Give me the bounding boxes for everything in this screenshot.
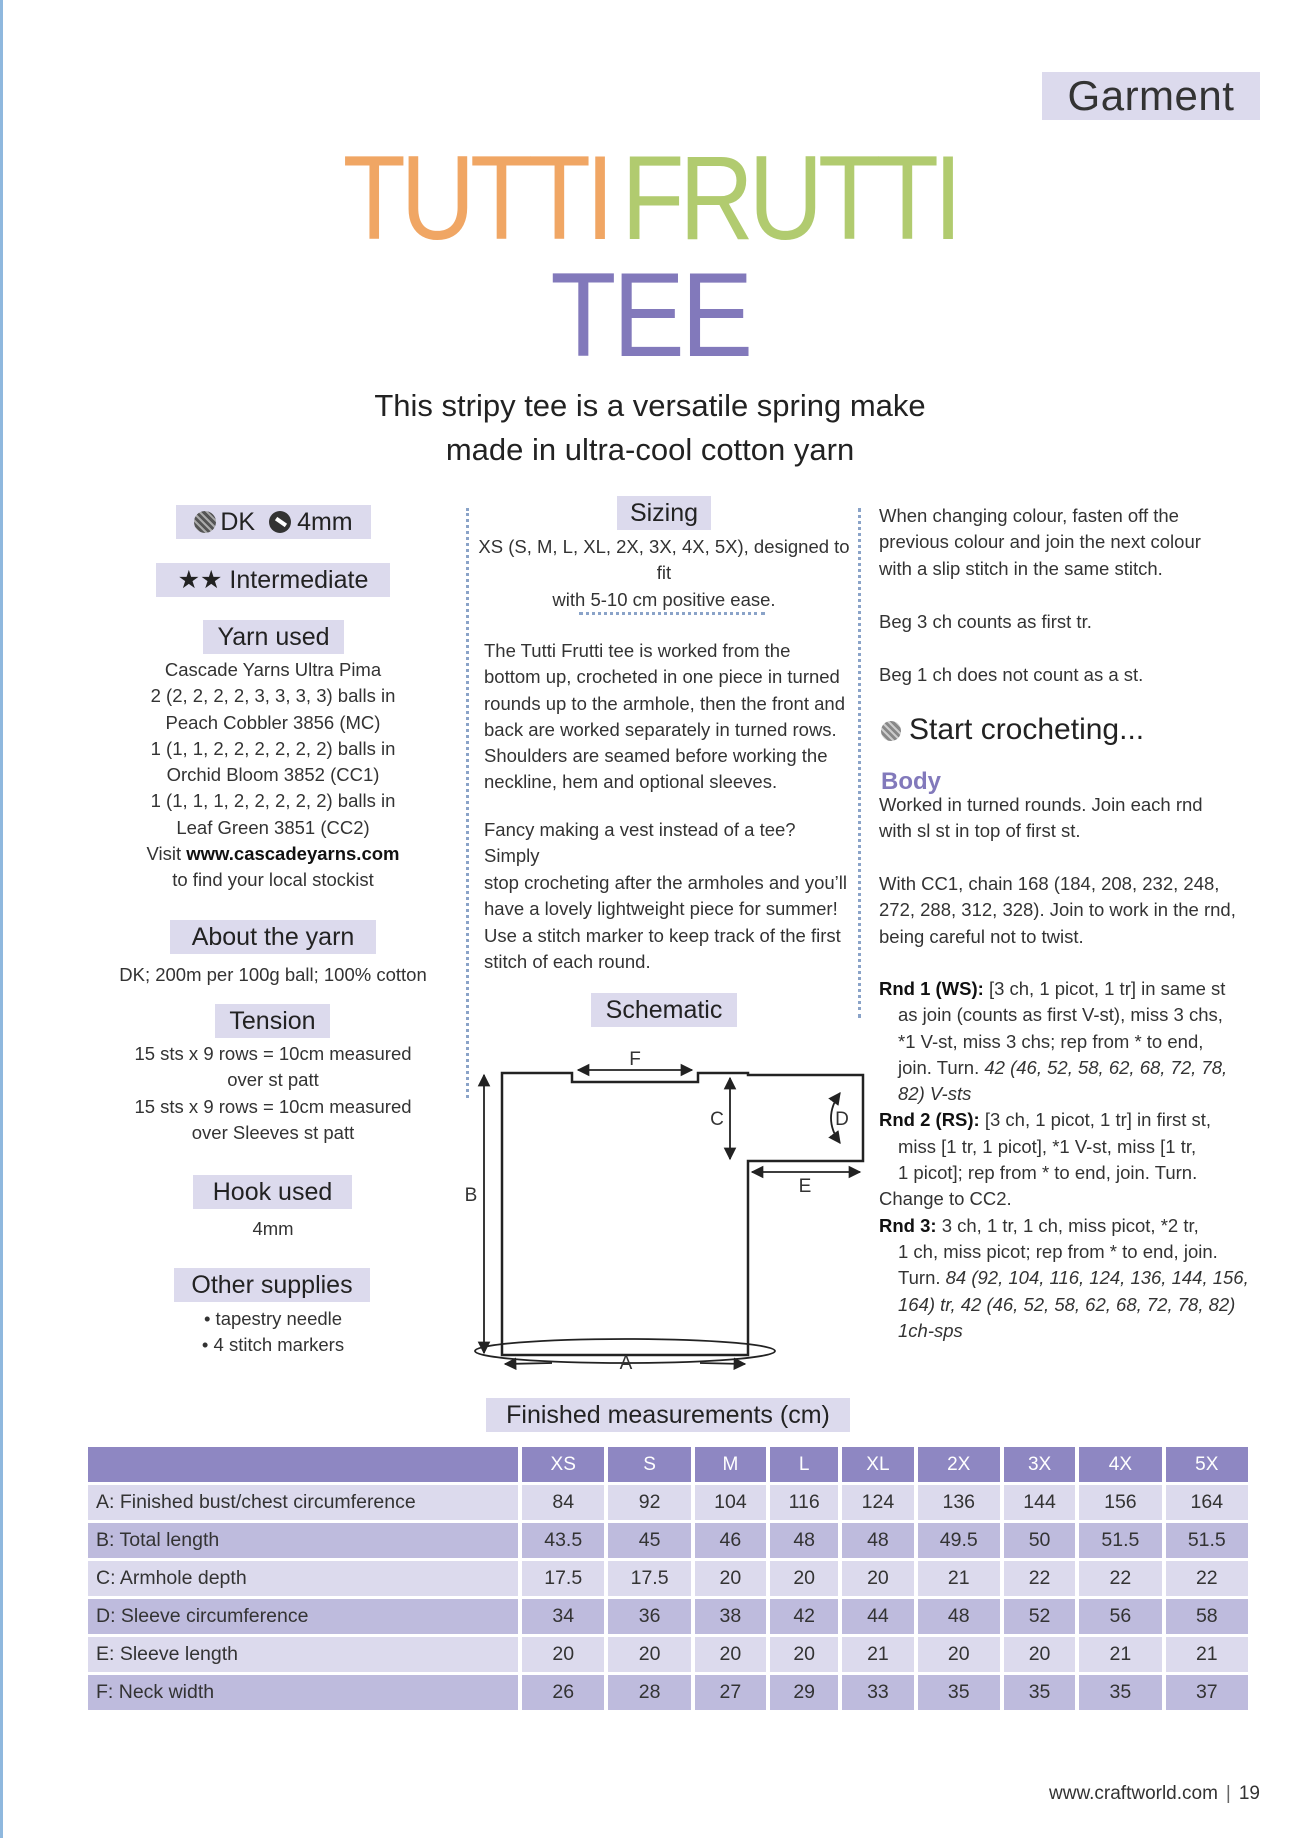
about-yarn-text: DK; 200m per 100g ball; 100% cotton	[119, 964, 427, 985]
yarn-used-text	[112, 657, 434, 894]
row-label: B: Total length	[88, 1523, 522, 1561]
row-label: A: Finished bust/chest circumference	[88, 1485, 522, 1523]
measurement-cell: 21	[1079, 1637, 1165, 1675]
label-e: E	[798, 1176, 812, 1197]
label-c: C	[710, 1109, 724, 1130]
measurement-cell: 37	[1166, 1675, 1252, 1713]
measurement-cell: 27	[695, 1675, 770, 1713]
measurement-cell: 33	[842, 1675, 917, 1713]
page-number: 19	[1238, 1783, 1260, 1804]
measurement-cell: 49.5	[918, 1523, 1004, 1561]
footer-url[interactable]: www.craftworld.com	[1049, 1783, 1218, 1804]
measure-arrow-a	[505, 1363, 552, 1364]
page-footer	[1049, 1783, 1260, 1805]
title-word-frutti: FRUTTI	[621, 131, 958, 265]
label-d: D	[835, 1109, 849, 1130]
text-line: When changing colour, fasten off the	[879, 505, 1179, 526]
other-supplies-list	[112, 1306, 434, 1359]
text-line: The Tutti Frutti tee is worked from the	[484, 640, 791, 661]
measurement-cell: 20	[770, 1561, 842, 1599]
yarn-line: 1 (1, 1, 2, 2, 2, 2, 2, 2) balls in	[150, 737, 396, 759]
sizing-line: with 5-10 cm positive ease.	[552, 588, 776, 610]
measurement-cell: 43.5	[522, 1523, 608, 1561]
sizing-text	[474, 534, 854, 613]
measurement-cell: 45	[608, 1523, 694, 1561]
table-row	[88, 1561, 1252, 1599]
measurement-cell: 51.5	[1079, 1523, 1165, 1561]
measurement-cell: 21	[1166, 1637, 1252, 1675]
measurement-cell: 44	[842, 1599, 917, 1637]
sizing-heading: Sizing	[617, 496, 711, 530]
measurement-cell: 26	[522, 1675, 608, 1713]
table-row	[88, 1599, 1252, 1637]
stitch-count: 42 (46, 52, 58, 62, 68, 72, 78,	[984, 1056, 1228, 1078]
yarn-ball-icon	[881, 721, 901, 741]
size-header: 2X	[918, 1447, 1004, 1485]
tension-heading: Tension	[215, 1004, 330, 1038]
measurement-cell: 36	[608, 1599, 694, 1637]
table-row	[88, 1485, 1252, 1523]
text-line: rounds up to the armhole, then the front and	[484, 692, 845, 714]
tension-line: 15 sts x 9 rows = 10cm measured	[134, 1043, 412, 1064]
measurement-cell: 21	[918, 1561, 1004, 1599]
supply-item: • tapestry needle	[203, 1308, 343, 1329]
size-header: M	[695, 1447, 770, 1485]
table-row	[88, 1675, 1252, 1713]
round-2	[879, 1107, 1259, 1186]
size-header: 4X	[1079, 1447, 1165, 1485]
yarn-line: Peach Cobbler 3856 (MC)	[165, 711, 381, 733]
measurement-cell: 56	[1079, 1599, 1165, 1637]
measurement-cell: 48	[770, 1523, 842, 1561]
yarn-line: Cascade Yarns Ultra Pima	[164, 659, 382, 680]
measurement-cell: 20	[608, 1637, 694, 1675]
size-header: XS	[522, 1447, 608, 1485]
row-label: D: Sleeve circumference	[88, 1599, 522, 1637]
measurement-cell: 17.5	[608, 1561, 694, 1599]
measurement-cell: 144	[1004, 1485, 1079, 1523]
other-supplies-heading: Other supplies	[174, 1268, 370, 1302]
size-header: L	[770, 1447, 842, 1485]
measurement-cell: 35	[918, 1675, 1004, 1713]
yarn-ball-icon	[194, 511, 216, 533]
intro-paragraph	[484, 638, 854, 796]
round-instructions	[879, 976, 1259, 1344]
sizing-line: XS (S, M, L, XL, 2X, 3X, 4X, 5X), designed to fit	[478, 536, 850, 584]
change-colour: Change to CC2.	[879, 1188, 1012, 1210]
skill-level-badge: ★★ Intermediate	[156, 563, 390, 597]
vest-paragraph	[484, 817, 854, 922]
text-line: Turn.	[898, 1267, 946, 1289]
measurement-cell: 22	[1004, 1561, 1079, 1599]
garment-outline	[502, 1073, 863, 1355]
column-divider	[466, 508, 469, 1098]
title-word-tutti: TUTTI	[342, 131, 610, 265]
measurement-cell: 84	[522, 1485, 608, 1523]
text-line: miss [1 tr, 1 picot], *1 V-st, miss [1 tr,	[898, 1135, 1197, 1157]
title-word-tee: TEE	[550, 248, 750, 382]
about-yarn-heading: About the yarn	[170, 920, 376, 954]
text-line: neckline, hem and optional sleeves.	[484, 771, 778, 793]
subtitle-line: This stripy tee is a versatile spring make	[374, 388, 926, 423]
round-1	[879, 976, 1259, 1107]
measurement-cell: 21	[842, 1637, 917, 1675]
measurement-cell: 20	[695, 1637, 770, 1675]
text-line: with sl st in top of first st.	[879, 820, 1081, 842]
start-heading-text: Start crocheting...	[909, 713, 1145, 746]
hook-used-heading: Hook used	[193, 1175, 352, 1209]
round-label: Rnd 3:	[879, 1214, 937, 1236]
measurement-cell: 52	[1004, 1599, 1079, 1637]
body-intro	[879, 792, 1259, 845]
measurement-cell: 17.5	[522, 1561, 608, 1599]
text-line: Fancy making a vest instead of a tee? Simply	[484, 819, 796, 867]
text-line: with a slip stitch in the same stitch.	[879, 557, 1163, 579]
yarn-weight: DK	[220, 508, 256, 536]
beg1-note: Beg 1 ch does not count as a st.	[879, 664, 1144, 685]
measurement-cell: 29	[770, 1675, 842, 1713]
round-3	[879, 1213, 1259, 1344]
section-tag: Garment	[1042, 72, 1260, 120]
supply-item: • 4 stitch markers	[201, 1334, 345, 1356]
measure-arrow-a	[700, 1363, 745, 1364]
table-row	[88, 1637, 1252, 1675]
yarn-line: Leaf Green 3851 (CC2)	[176, 816, 370, 838]
text-line: [3 ch, 1 picot, 1 tr] in first st,	[979, 1109, 1212, 1131]
schematic-diagram	[460, 1045, 870, 1370]
stitch-count: 164) tr, 42 (46, 52, 58, 62, 68, 72, 78, 82)	[898, 1293, 1236, 1315]
measurement-cell: 35	[1079, 1675, 1165, 1713]
start-crocheting-heading	[881, 710, 1144, 750]
measurement-cell: 34	[522, 1599, 608, 1637]
size-header: 3X	[1004, 1447, 1079, 1485]
stockist-text: to find your local stockist	[172, 869, 374, 891]
yarn-line: 2 (2, 2, 2, 2, 3, 3, 3, 3) balls in	[150, 685, 396, 707]
measurement-cell: 20	[695, 1561, 770, 1599]
measurement-cell: 22	[1079, 1561, 1165, 1599]
text-line: as join (counts as first V-st), miss 3 chs,	[898, 1004, 1223, 1026]
measurement-cell: 28	[608, 1675, 694, 1713]
measurement-cell: 116	[770, 1485, 842, 1523]
measurement-cell: 58	[1166, 1599, 1252, 1637]
text-line: 3 ch, 1 tr, 1 ch, miss picot, *2 tr,	[936, 1214, 1199, 1236]
measurement-cell: 20	[522, 1637, 608, 1675]
size-header: 5X	[1166, 1447, 1252, 1485]
hook-used-text: 4mm	[252, 1218, 294, 1239]
text-line: Worked in turned rounds. Join each rnd	[879, 794, 1203, 815]
schematic-heading: Schematic	[591, 993, 737, 1027]
measurement-cell: 20	[842, 1561, 917, 1599]
measurement-cell: 35	[1004, 1675, 1079, 1713]
text-line: With CC1, chain 168 (184, 208, 232, 248,	[879, 873, 1220, 894]
label-f: F	[629, 1049, 641, 1070]
text-line: 272, 288, 312, 328). Join to work in the rnd,	[879, 899, 1236, 921]
text-line: Use a stitch marker to keep track of the first	[484, 925, 841, 946]
hook-icon	[269, 511, 291, 533]
tension-line: 15 sts x 9 rows = 10cm measured	[134, 1095, 412, 1117]
table-header-cell	[88, 1447, 522, 1485]
tension-line: over st patt	[227, 1069, 319, 1091]
measurement-cell: 42	[770, 1599, 842, 1637]
measurement-cell: 48	[842, 1523, 917, 1561]
measurements-heading: Finished measurements (cm)	[486, 1398, 850, 1432]
stitch-count: 82) V-sts	[898, 1083, 972, 1105]
measurement-cell: 48	[918, 1599, 1004, 1637]
measurement-cell: 20	[770, 1637, 842, 1675]
measurement-cell: 20	[918, 1637, 1004, 1675]
yarn-line: 1 (1, 1, 1, 2, 2, 2, 2, 2) balls in	[150, 790, 396, 812]
text-line: 1 picot]; rep from * to end, join. Turn.	[898, 1162, 1198, 1184]
measurement-cell: 104	[695, 1485, 770, 1523]
measurement-cell: 92	[608, 1485, 694, 1523]
label-b: B	[464, 1185, 478, 1206]
text-line: back are worked separately in turned rows.	[484, 718, 837, 740]
table-header-row	[88, 1447, 1252, 1485]
round-label: Rnd 2 (RS):	[879, 1109, 980, 1131]
row-label: C: Armhole depth	[88, 1561, 522, 1599]
text-line: being careful not to twist.	[879, 925, 1084, 947]
stitch-count: 84 (92, 104, 116, 124, 136, 144, 156,	[945, 1267, 1249, 1289]
yarn-line: Orchid Bloom 3852 (CC1)	[166, 764, 380, 786]
row-label: F: Neck width	[88, 1675, 522, 1713]
text-line: have a lovely lightweight piece for summer!	[484, 897, 838, 919]
tension-text	[112, 1041, 434, 1146]
page-title	[91, 132, 1209, 264]
text-line: [3 ch, 1 picot, 1 tr] in same st	[983, 978, 1226, 999]
text-line: join. Turn.	[898, 1056, 985, 1078]
stitch-count: 1ch-sps	[898, 1319, 963, 1341]
round-label: Rnd 1 (WS):	[879, 978, 984, 999]
subtitle-line: made in ultra-cool cotton yarn	[445, 432, 855, 467]
text-line: previous colour and join the next colour	[879, 531, 1201, 553]
beg3-note: Beg 3 ch counts as first tr.	[879, 611, 1092, 632]
table-row	[88, 1523, 1252, 1561]
text-line: stop crocheting after the armholes and you’ll	[484, 871, 848, 893]
body-heading: Body	[881, 768, 941, 795]
visit-text: Visit	[146, 843, 182, 865]
text-line: 1 ch, miss picot; rep from * to end, join.	[898, 1240, 1218, 1262]
measurement-cell: 50	[1004, 1523, 1079, 1561]
measurements-table	[88, 1447, 1252, 1713]
measurement-cell: 46	[695, 1523, 770, 1561]
hook-size: 4mm	[297, 508, 353, 536]
measurement-cell: 124	[842, 1485, 917, 1523]
yarn-used-heading: Yarn used	[203, 620, 344, 654]
measurement-cell: 164	[1166, 1485, 1252, 1523]
label-a: A	[619, 1353, 633, 1370]
page-edge	[0, 0, 3, 1838]
measurement-cell: 22	[1166, 1561, 1252, 1599]
text-line: stitch of each round.	[484, 951, 651, 973]
yarn-website-link[interactable]: www.cascadeyarns.com	[186, 843, 400, 865]
foundation-chain	[879, 871, 1259, 950]
size-header: S	[608, 1447, 694, 1485]
text-line: bottom up, crocheted in one piece in turned	[484, 666, 840, 688]
measurement-cell: 136	[918, 1485, 1004, 1523]
column-divider	[858, 508, 861, 1018]
row-label: E: Sleeve length	[88, 1637, 522, 1675]
weight-hook-badge	[176, 505, 371, 539]
size-header: XL	[842, 1447, 917, 1485]
measurement-cell: 20	[1004, 1637, 1079, 1675]
measurement-cell: 38	[695, 1599, 770, 1637]
text-line: *1 V-st, miss 3 chs; rep from * to end,	[898, 1030, 1204, 1052]
marker-paragraph	[484, 923, 854, 976]
tension-line: over Sleeves st patt	[191, 1121, 355, 1143]
measurement-cell: 156	[1079, 1485, 1165, 1523]
footer-separator: |	[1225, 1783, 1231, 1804]
text-line: Shoulders are seamed before working the	[484, 745, 828, 767]
measurement-cell: 51.5	[1166, 1523, 1252, 1561]
subtitle	[0, 384, 1300, 472]
colour-change-note	[879, 503, 1259, 582]
